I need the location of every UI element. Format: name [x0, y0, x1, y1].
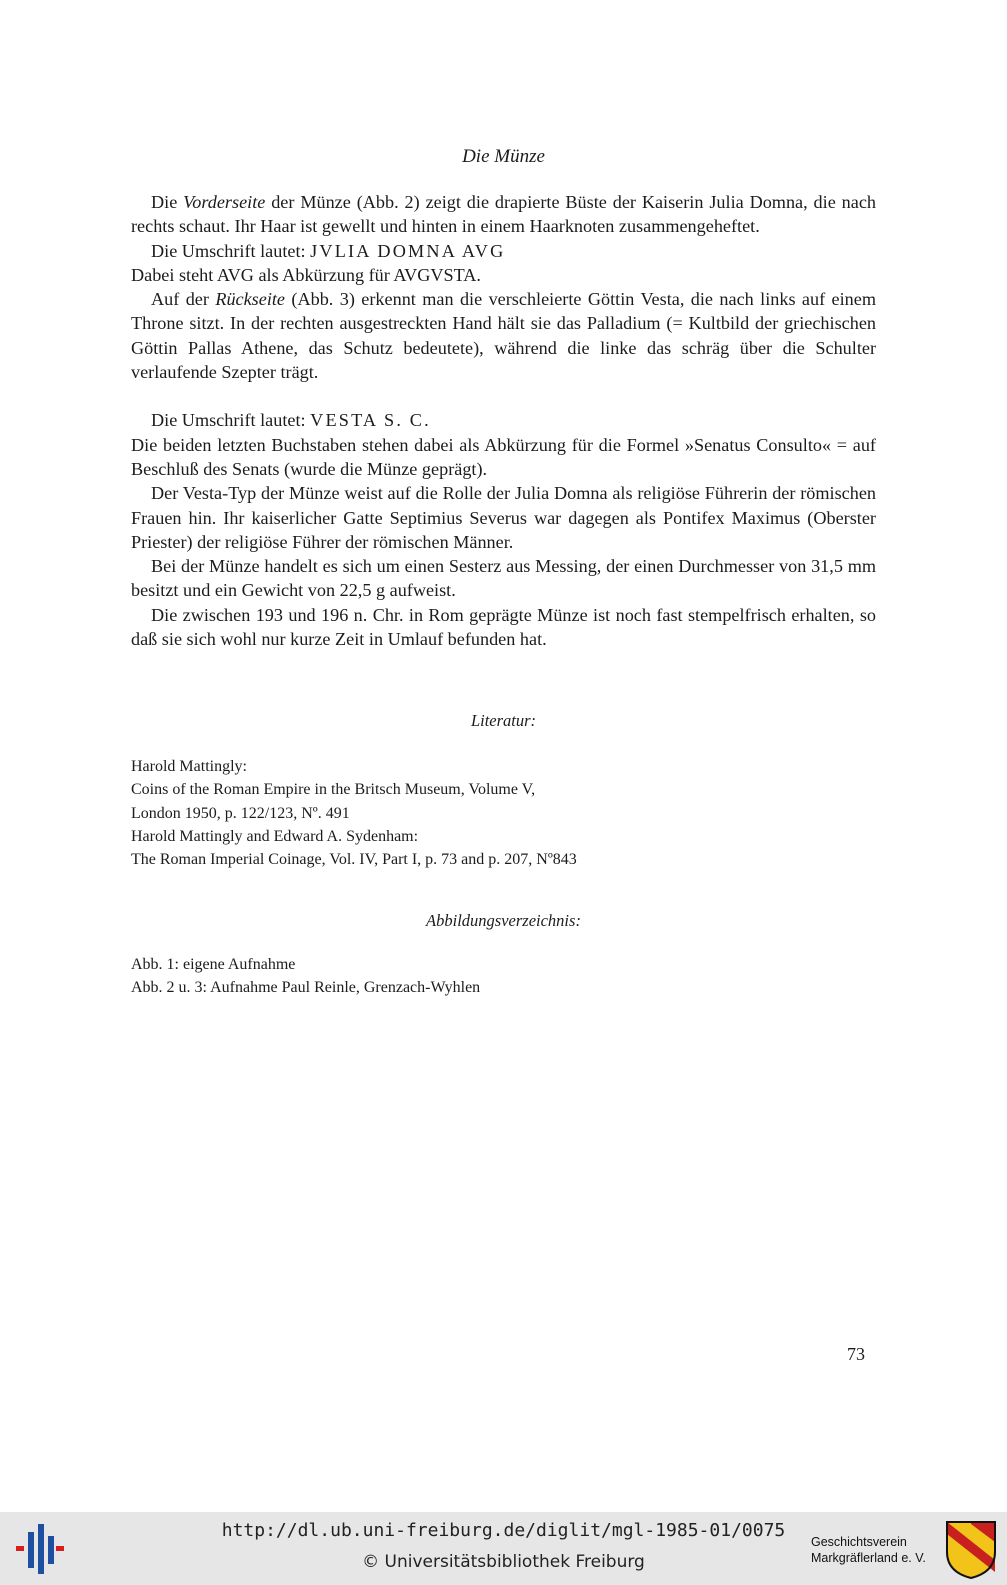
literature-entry: London 1950, p. 122/123, Nº. 491 [131, 804, 350, 822]
literature-entry: Harold Mattingly: [131, 758, 247, 775]
paragraph-text: Auf der [151, 289, 216, 310]
literature-entry: The Roman Imperial Coinage, Vol. IV, Part I, p. 73 and p. 207, Nº843 [131, 851, 577, 869]
literature-entry: Harold Mattingly and Edward A. Sydenham: [131, 827, 419, 845]
paragraph-text: Die Umschrift lautet: [151, 240, 311, 261]
body-text [131, 190, 876, 651]
paragraph-text: Die Umschrift lautet: [151, 410, 311, 431]
coat-of-arms-icon [945, 1520, 997, 1580]
figure-credit: Abb. 1: eigene Aufnahme [131, 956, 296, 973]
paragraph-text: Dabei steht AVG als Abkürzung für AVGVSTA. [131, 264, 481, 285]
section-title: Die Münze [462, 146, 545, 167]
paragraph-text: Die zwischen 193 und 196 n. Chr. in Rom geprägte Münze ist noch fast stempelfrisch erhalten, so daß sie sich wohl nur kurze Zeit in Umlauf befunden hat. [131, 604, 876, 650]
society-name-line1: Geschichtsverein [811, 1535, 907, 1549]
footer-url[interactable]: http://dl.ub.uni-freiburg.de/diglit/mgl-1985-01/0075 [221, 1520, 786, 1541]
abbildungen-list [131, 953, 876, 1000]
literature-entry: Coins of the Roman Empire in the Britsch Museum, Volume V, [131, 781, 536, 799]
paragraph [131, 603, 876, 652]
footer-copyright: © Universitätsbibliothek Freiburg [362, 1552, 645, 1572]
society-name-line2: Markgräflerland e. V. [811, 1551, 926, 1565]
emphasis-text: Rückseite [215, 289, 286, 310]
paragraph [131, 239, 876, 263]
paragraph-text: (Abb. 3) erkennt man die verschleierte Göttin Vesta, die nach links auf einem Throne sitzt. In der rechten ausgestreckten Hand hält sie das Palladium (= Kultbild der griechischen Göttin Pallas Athene, das Schutz bedeutete), während die linke das schräg über die Schulter verlaufende Szepter trägt. [131, 289, 876, 383]
paragraph [131, 481, 876, 554]
paragraph-text: Die beiden letzten Buchstaben stehen dabei als Abkürzung für die Formel »Senatus Consulto« = auf Beschluß des Senats (wurde die Münze geprägt). [131, 434, 876, 479]
footer-bar [0, 1512, 1007, 1585]
paragraph-text: der Münze (Abb. 2) zeigt die drapierte Büste der Kaiserin Julia Domna, die nach rechts schaut. Ihr Haar ist gewellt und hinten in einem Haarknoten zusammengeheftet. [131, 192, 876, 237]
paragraph-text: Bei der Münze handelt es sich um einen Sesterz aus Messing, der einen Durchmesser von 31,5 mm besitzt und ein Gewicht von 22,5 g aufweist. [131, 556, 876, 601]
abbildungen-heading: Abbildungsverzeichnis: [426, 911, 581, 930]
paragraph-text: Die [151, 192, 184, 212]
literatur-heading: Literatur: [470, 711, 537, 730]
paragraph [131, 408, 876, 432]
paragraph [131, 554, 876, 603]
inscription-text: VESTA S. C. [310, 410, 431, 431]
paragraph [131, 287, 876, 384]
society-name [811, 1534, 926, 1566]
page-number: 73 [847, 1344, 865, 1364]
literatur-list [131, 755, 876, 871]
paragraph [131, 190, 876, 239]
inscription-text: JVLIA DOMNA AVG [310, 240, 506, 261]
paragraph [131, 263, 876, 287]
paragraph [131, 433, 876, 482]
paragraph-text: Der Vesta-Typ der Münze weist auf die Rolle der Julia Domna als religiöse Führerin der römischen Frauen hin. Ihr kaiserlicher Gatte Septimius Severus war dagegen als Pontifex Maximus (Oberster Priester) der religiöse Führer der römischen Männer. [131, 483, 876, 552]
emphasis-text: Vorderseite [183, 192, 266, 212]
figure-credit: Abb. 2 u. 3: Aufnahme Paul Reinle, Grenzach-Wyhlen [131, 979, 481, 997]
